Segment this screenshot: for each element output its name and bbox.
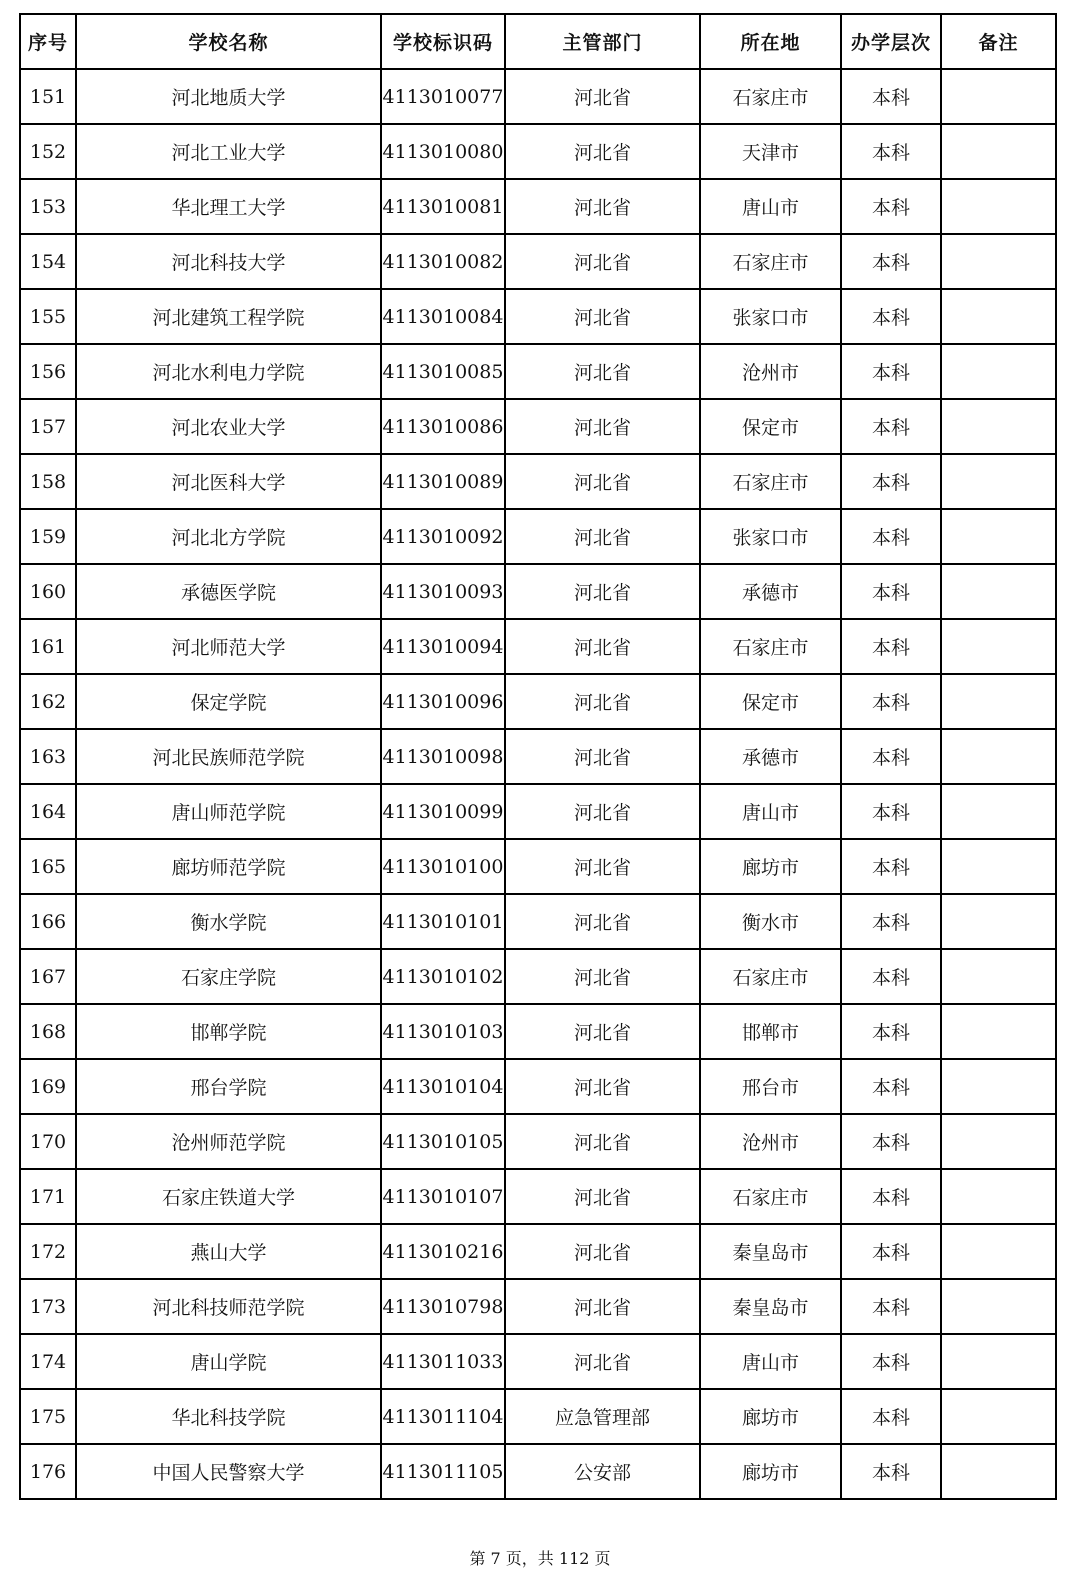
cell-location: 石家庄市	[700, 234, 841, 289]
cell-index: 167	[20, 949, 76, 1004]
cell-department: 河北省	[505, 179, 700, 234]
table-row	[20, 1114, 1056, 1169]
table-row	[20, 564, 1056, 619]
cell-school-name: 河北地质大学	[76, 69, 381, 124]
cell-level: 本科	[841, 564, 941, 619]
cell-level: 本科	[841, 674, 941, 729]
cell-level: 本科	[841, 289, 941, 344]
cell-school-name: 石家庄学院	[76, 949, 381, 1004]
cell-location: 唐山市	[700, 179, 841, 234]
cell-level: 本科	[841, 619, 941, 674]
table-row	[20, 729, 1056, 784]
cell-index: 152	[20, 124, 76, 179]
cell-department: 河北省	[505, 1334, 700, 1389]
cell-location: 张家口市	[700, 289, 841, 344]
cell-level: 本科	[841, 1114, 941, 1169]
header-school-code: 学校标识码	[381, 14, 505, 69]
cell-level: 本科	[841, 1334, 941, 1389]
cell-school-name: 河北科技师范学院	[76, 1279, 381, 1334]
cell-school-name: 华北理工大学	[76, 179, 381, 234]
cell-school-code: 4113011105	[381, 1444, 505, 1499]
cell-location: 石家庄市	[700, 69, 841, 124]
cell-remarks	[941, 69, 1056, 124]
cell-level: 本科	[841, 509, 941, 564]
cell-location: 唐山市	[700, 1334, 841, 1389]
cell-school-code: 4113010104	[381, 1059, 505, 1114]
school-list-table-container	[19, 13, 1055, 1500]
cell-school-name: 河北师范大学	[76, 619, 381, 674]
cell-department: 河北省	[505, 1059, 700, 1114]
cell-level: 本科	[841, 124, 941, 179]
cell-department: 河北省	[505, 894, 700, 949]
cell-remarks	[941, 509, 1056, 564]
cell-level: 本科	[841, 1444, 941, 1499]
cell-level: 本科	[841, 894, 941, 949]
cell-remarks	[941, 344, 1056, 399]
cell-department: 河北省	[505, 839, 700, 894]
cell-level: 本科	[841, 1059, 941, 1114]
cell-remarks	[941, 894, 1056, 949]
cell-index: 161	[20, 619, 76, 674]
table-row	[20, 1059, 1056, 1114]
cell-remarks	[941, 564, 1056, 619]
cell-school-code: 4113010094	[381, 619, 505, 674]
cell-remarks	[941, 619, 1056, 674]
cell-location: 天津市	[700, 124, 841, 179]
table-row	[20, 1169, 1056, 1224]
cell-location: 秦皇岛市	[700, 1279, 841, 1334]
cell-level: 本科	[841, 179, 941, 234]
header-location: 所在地	[700, 14, 841, 69]
cell-level: 本科	[841, 729, 941, 784]
cell-school-name: 燕山大学	[76, 1224, 381, 1279]
cell-index: 166	[20, 894, 76, 949]
cell-school-name: 衡水学院	[76, 894, 381, 949]
cell-school-code: 4113010099	[381, 784, 505, 839]
cell-remarks	[941, 1004, 1056, 1059]
cell-school-code: 4113010098	[381, 729, 505, 784]
cell-remarks	[941, 1444, 1056, 1499]
table-row	[20, 124, 1056, 179]
table-row	[20, 1224, 1056, 1279]
cell-school-name: 河北民族师范学院	[76, 729, 381, 784]
table-row	[20, 399, 1056, 454]
cell-index: 174	[20, 1334, 76, 1389]
cell-department: 河北省	[505, 784, 700, 839]
cell-remarks	[941, 234, 1056, 289]
cell-school-code: 4113011104	[381, 1389, 505, 1444]
cell-school-name: 廊坊师范学院	[76, 839, 381, 894]
cell-location: 唐山市	[700, 784, 841, 839]
table-row	[20, 1389, 1056, 1444]
cell-department: 河北省	[505, 454, 700, 509]
cell-remarks	[941, 1279, 1056, 1334]
cell-remarks	[941, 949, 1056, 1004]
cell-school-name: 河北科技大学	[76, 234, 381, 289]
cell-index: 176	[20, 1444, 76, 1499]
cell-department: 河北省	[505, 124, 700, 179]
cell-index: 172	[20, 1224, 76, 1279]
table-row	[20, 509, 1056, 564]
cell-index: 175	[20, 1389, 76, 1444]
cell-department: 应急管理部	[505, 1389, 700, 1444]
cell-school-code: 4113010101	[381, 894, 505, 949]
cell-remarks	[941, 674, 1056, 729]
table-row	[20, 289, 1056, 344]
cell-remarks	[941, 289, 1056, 344]
table-row	[20, 1279, 1056, 1334]
cell-department: 河北省	[505, 949, 700, 1004]
cell-school-name: 华北科技学院	[76, 1389, 381, 1444]
cell-school-code: 4113010082	[381, 234, 505, 289]
cell-location: 石家庄市	[700, 619, 841, 674]
cell-index: 168	[20, 1004, 76, 1059]
cell-level: 本科	[841, 949, 941, 1004]
cell-index: 151	[20, 69, 76, 124]
cell-level: 本科	[841, 454, 941, 509]
cell-school-name: 河北北方学院	[76, 509, 381, 564]
cell-index: 155	[20, 289, 76, 344]
cell-department: 河北省	[505, 1114, 700, 1169]
cell-level: 本科	[841, 399, 941, 454]
cell-index: 170	[20, 1114, 76, 1169]
cell-location: 衡水市	[700, 894, 841, 949]
page-footer: 第 7 页，共 112 页	[469, 1549, 611, 1568]
cell-school-name: 唐山学院	[76, 1334, 381, 1389]
cell-remarks	[941, 1059, 1056, 1114]
header-level: 办学层次	[841, 14, 941, 69]
cell-department: 河北省	[505, 1224, 700, 1279]
cell-school-name: 承德医学院	[76, 564, 381, 619]
cell-school-name: 河北水利电力学院	[76, 344, 381, 399]
cell-school-name: 唐山师范学院	[76, 784, 381, 839]
cell-level: 本科	[841, 1389, 941, 1444]
cell-school-name: 河北医科大学	[76, 454, 381, 509]
cell-location: 承德市	[700, 564, 841, 619]
table-row	[20, 619, 1056, 674]
cell-department: 河北省	[505, 619, 700, 674]
cell-school-code: 4113010092	[381, 509, 505, 564]
table-row	[20, 344, 1056, 399]
cell-school-code: 4113010085	[381, 344, 505, 399]
cell-index: 162	[20, 674, 76, 729]
cell-level: 本科	[841, 69, 941, 124]
cell-department: 公安部	[505, 1444, 700, 1499]
cell-remarks	[941, 1169, 1056, 1224]
cell-index: 169	[20, 1059, 76, 1114]
cell-remarks	[941, 1389, 1056, 1444]
cell-department: 河北省	[505, 1004, 700, 1059]
cell-remarks	[941, 124, 1056, 179]
cell-department: 河北省	[505, 399, 700, 454]
cell-school-name: 保定学院	[76, 674, 381, 729]
cell-school-code: 4113010102	[381, 949, 505, 1004]
cell-remarks	[941, 454, 1056, 509]
cell-school-code: 4113010105	[381, 1114, 505, 1169]
cell-location: 廊坊市	[700, 839, 841, 894]
cell-level: 本科	[841, 234, 941, 289]
cell-level: 本科	[841, 839, 941, 894]
cell-location: 石家庄市	[700, 1169, 841, 1224]
cell-department: 河北省	[505, 564, 700, 619]
cell-level: 本科	[841, 344, 941, 399]
cell-school-code: 4113010077	[381, 69, 505, 124]
cell-index: 163	[20, 729, 76, 784]
cell-level: 本科	[841, 1224, 941, 1279]
cell-location: 石家庄市	[700, 454, 841, 509]
cell-index: 159	[20, 509, 76, 564]
cell-location: 保定市	[700, 674, 841, 729]
table-header-row	[20, 14, 1056, 69]
header-school-name: 学校名称	[76, 14, 381, 69]
cell-school-code: 4113010100	[381, 839, 505, 894]
header-department: 主管部门	[505, 14, 700, 69]
table-body	[20, 69, 1056, 1499]
cell-school-name: 沧州师范学院	[76, 1114, 381, 1169]
cell-remarks	[941, 399, 1056, 454]
cell-location: 沧州市	[700, 344, 841, 399]
table-row	[20, 1004, 1056, 1059]
table-row	[20, 454, 1056, 509]
school-list-table	[19, 13, 1057, 1500]
cell-level: 本科	[841, 784, 941, 839]
table-row	[20, 784, 1056, 839]
table-row	[20, 179, 1056, 234]
cell-remarks	[941, 1224, 1056, 1279]
cell-school-name: 中国人民警察大学	[76, 1444, 381, 1499]
cell-index: 164	[20, 784, 76, 839]
cell-location: 承德市	[700, 729, 841, 784]
table-row	[20, 894, 1056, 949]
table-row	[20, 674, 1056, 729]
cell-school-code: 4113010084	[381, 289, 505, 344]
cell-school-code: 4113010216	[381, 1224, 505, 1279]
cell-level: 本科	[841, 1279, 941, 1334]
cell-location: 张家口市	[700, 509, 841, 564]
cell-school-name: 河北建筑工程学院	[76, 289, 381, 344]
cell-school-name: 邯郸学院	[76, 1004, 381, 1059]
cell-department: 河北省	[505, 69, 700, 124]
cell-index: 156	[20, 344, 76, 399]
cell-school-code: 4113010080	[381, 124, 505, 179]
cell-location: 秦皇岛市	[700, 1224, 841, 1279]
cell-school-name: 河北工业大学	[76, 124, 381, 179]
cell-remarks	[941, 1334, 1056, 1389]
cell-school-code: 4113011033	[381, 1334, 505, 1389]
cell-school-code: 4113010096	[381, 674, 505, 729]
cell-index: 173	[20, 1279, 76, 1334]
cell-location: 廊坊市	[700, 1389, 841, 1444]
cell-school-code: 4113010081	[381, 179, 505, 234]
cell-location: 邯郸市	[700, 1004, 841, 1059]
table-row	[20, 949, 1056, 1004]
cell-school-name: 邢台学院	[76, 1059, 381, 1114]
table-row	[20, 839, 1056, 894]
cell-department: 河北省	[505, 289, 700, 344]
table-row	[20, 1444, 1056, 1499]
cell-school-code: 4113010798	[381, 1279, 505, 1334]
cell-location: 邢台市	[700, 1059, 841, 1114]
cell-location: 石家庄市	[700, 949, 841, 1004]
cell-department: 河北省	[505, 344, 700, 399]
cell-index: 165	[20, 839, 76, 894]
cell-index: 171	[20, 1169, 76, 1224]
cell-index: 160	[20, 564, 76, 619]
cell-department: 河北省	[505, 1169, 700, 1224]
cell-school-name: 河北农业大学	[76, 399, 381, 454]
cell-location: 保定市	[700, 399, 841, 454]
cell-level: 本科	[841, 1004, 941, 1059]
cell-location: 廊坊市	[700, 1444, 841, 1499]
cell-remarks	[941, 839, 1056, 894]
cell-location: 沧州市	[700, 1114, 841, 1169]
cell-school-code: 4113010103	[381, 1004, 505, 1059]
table-row	[20, 69, 1056, 124]
cell-school-name: 石家庄铁道大学	[76, 1169, 381, 1224]
cell-level: 本科	[841, 1169, 941, 1224]
cell-remarks	[941, 1114, 1056, 1169]
cell-remarks	[941, 179, 1056, 234]
table-row	[20, 234, 1056, 289]
header-index: 序号	[20, 14, 76, 69]
cell-department: 河北省	[505, 1279, 700, 1334]
cell-index: 153	[20, 179, 76, 234]
cell-remarks	[941, 784, 1056, 839]
cell-department: 河北省	[505, 234, 700, 289]
cell-index: 158	[20, 454, 76, 509]
cell-school-code: 4113010086	[381, 399, 505, 454]
cell-remarks	[941, 729, 1056, 784]
table-row	[20, 1334, 1056, 1389]
cell-department: 河北省	[505, 509, 700, 564]
header-remarks: 备注	[941, 14, 1056, 69]
cell-school-code: 4113010093	[381, 564, 505, 619]
cell-school-code: 4113010089	[381, 454, 505, 509]
cell-department: 河北省	[505, 674, 700, 729]
cell-department: 河北省	[505, 729, 700, 784]
cell-school-code: 4113010107	[381, 1169, 505, 1224]
cell-index: 154	[20, 234, 76, 289]
cell-index: 157	[20, 399, 76, 454]
